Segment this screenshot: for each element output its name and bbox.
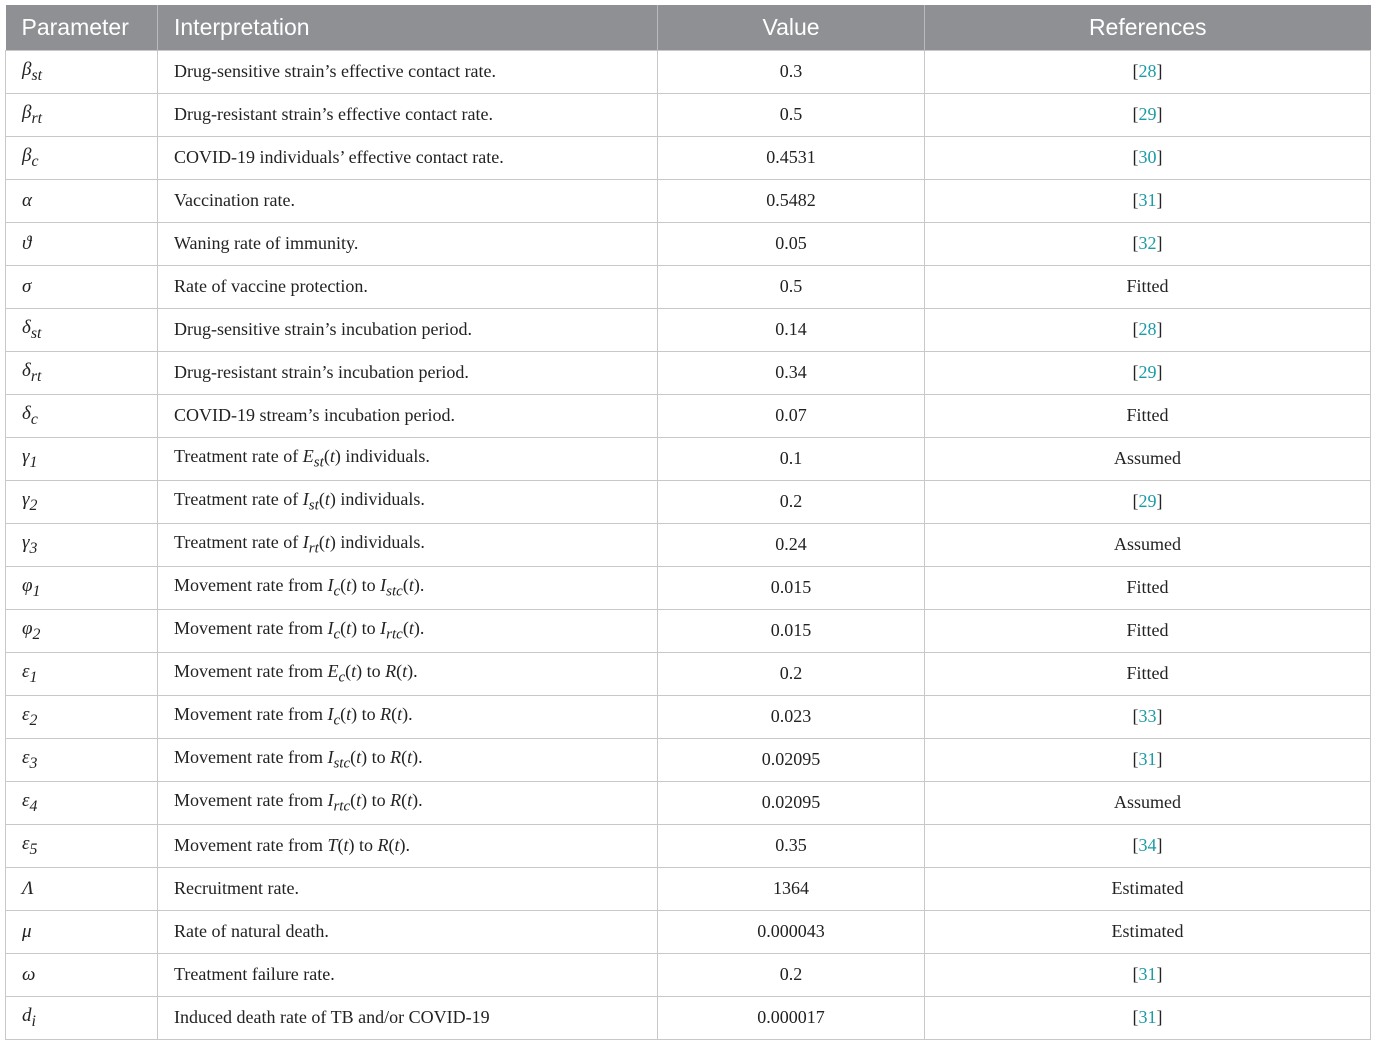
table-row xyxy=(6,308,1371,351)
reference-bracket-open: [ xyxy=(1132,835,1139,855)
parameter-cell xyxy=(6,437,158,480)
value-cell: 0.2 xyxy=(658,480,925,523)
reference-bracket-close: ] xyxy=(1156,964,1163,984)
parameter-cell xyxy=(6,953,158,996)
parameter-symbol: σ xyxy=(22,275,32,297)
parameter-cell xyxy=(6,781,158,824)
table-row xyxy=(6,953,1371,996)
value-cell: 0.3 xyxy=(658,50,925,93)
value-cell: 0.015 xyxy=(658,566,925,609)
value-cell: 0.2 xyxy=(658,652,925,695)
interpretation-cell: Movement rate from $I_c(t)$ to $I_{rtc}(t)$. xyxy=(158,609,658,652)
parameter-subscript: 3 xyxy=(29,539,38,557)
table-row xyxy=(6,222,1371,265)
parameter-cell xyxy=(6,824,158,867)
parameter-symbol: ε xyxy=(22,703,30,725)
reference-link[interactable]: 31 xyxy=(1138,1007,1157,1027)
reference-link[interactable]: 32 xyxy=(1138,233,1157,253)
reference-text: Fitted xyxy=(1126,663,1169,683)
parameter-subscript: c xyxy=(31,152,39,170)
reference-cell xyxy=(925,652,1371,695)
reference-bracket-open: [ xyxy=(1132,749,1139,769)
parameter-symbol: ω xyxy=(22,963,36,985)
reference-cell xyxy=(925,222,1371,265)
parameter-symbol: γ xyxy=(22,488,30,510)
reference-bracket-close: ] xyxy=(1156,835,1163,855)
interpretation-cell: Movement rate from $E_c(t)$ to R(t). xyxy=(158,652,658,695)
reference-cell xyxy=(925,566,1371,609)
parameter-symbol: ε xyxy=(22,660,30,682)
header-row xyxy=(6,5,1371,50)
parameter-symbol: δ xyxy=(22,359,31,381)
parameter-subscript: rt xyxy=(30,367,42,385)
table-row xyxy=(6,523,1371,566)
table-row xyxy=(6,351,1371,394)
reference-bracket-close: ] xyxy=(1156,362,1163,382)
interpretation-cell: Treatment failure rate. xyxy=(158,953,658,996)
reference-cell xyxy=(925,910,1371,953)
parameter-cell xyxy=(6,308,158,351)
interpretation-cell: Movement rate from $I_{rtc}(t)$ to R(t). xyxy=(158,781,658,824)
table-row xyxy=(6,93,1371,136)
parameter-subscript: 1 xyxy=(29,668,38,686)
interpretation-cell: COVID-19 individuals’ effective contact rate. xyxy=(158,136,658,179)
reference-bracket-close: ] xyxy=(1156,147,1163,167)
parameter-subscript: 2 xyxy=(29,711,38,729)
value-cell: 0.24 xyxy=(658,523,925,566)
reference-text: Assumed xyxy=(1114,534,1181,554)
reference-cell xyxy=(925,824,1371,867)
header-value: Value xyxy=(658,5,925,50)
parameter-subscript: 3 xyxy=(29,754,38,772)
reference-bracket-open: [ xyxy=(1132,491,1139,511)
value-cell: 0.5 xyxy=(658,93,925,136)
reference-bracket-close: ] xyxy=(1156,491,1163,511)
value-cell: 0.34 xyxy=(658,351,925,394)
parameter-cell xyxy=(6,480,158,523)
reference-cell xyxy=(925,265,1371,308)
reference-text: Estimated xyxy=(1111,878,1184,898)
reference-cell xyxy=(925,179,1371,222)
interpretation-cell: Drug-sensitive strain’s incubation period. xyxy=(158,308,658,351)
reference-bracket-close: ] xyxy=(1156,233,1163,253)
table-row xyxy=(6,566,1371,609)
reference-link[interactable]: 33 xyxy=(1138,706,1157,726)
reference-cell xyxy=(925,695,1371,738)
parameter-symbol: φ xyxy=(22,574,33,596)
parameter-subscript: 1 xyxy=(29,453,38,471)
value-cell: 0.5 xyxy=(658,265,925,308)
reference-link[interactable]: 31 xyxy=(1138,190,1157,210)
value-cell: 0.015 xyxy=(658,609,925,652)
parameter-symbol: Λ xyxy=(22,877,34,899)
parameter-cell xyxy=(6,652,158,695)
header-interpretation: Interpretation xyxy=(158,5,658,50)
parameter-cell xyxy=(6,93,158,136)
interpretation-cell: Vaccination rate. xyxy=(158,179,658,222)
interpretation-cell: COVID-19 stream’s incubation period. xyxy=(158,394,658,437)
parameter-cell xyxy=(6,566,158,609)
table-body xyxy=(6,50,1371,1039)
parameter-subscript: i xyxy=(31,1012,36,1030)
interpretation-cell: Treatment rate of $I_{st}(t)$ individuals. xyxy=(158,480,658,523)
value-cell: 0.02095 xyxy=(658,781,925,824)
interpretation-cell: Rate of vaccine protection. xyxy=(158,265,658,308)
value-cell: 0.35 xyxy=(658,824,925,867)
value-cell: 0.05 xyxy=(658,222,925,265)
parameter-symbol: ε xyxy=(22,789,30,811)
table-row xyxy=(6,867,1371,910)
reference-cell xyxy=(925,996,1371,1039)
reference-bracket-open: [ xyxy=(1132,190,1139,210)
parameter-subscript: 1 xyxy=(32,582,41,600)
reference-bracket-close: ] xyxy=(1156,706,1163,726)
reference-bracket-open: [ xyxy=(1132,233,1139,253)
reference-bracket-close: ] xyxy=(1156,319,1163,339)
reference-bracket-close: ] xyxy=(1156,104,1163,124)
parameter-cell xyxy=(6,394,158,437)
value-cell: 0.000043 xyxy=(658,910,925,953)
value-cell: 0.07 xyxy=(658,394,925,437)
reference-bracket-open: [ xyxy=(1132,319,1139,339)
header-references: References xyxy=(1088,13,1207,40)
reference-text: Estimated xyxy=(1111,921,1184,941)
table-row xyxy=(6,437,1371,480)
table-row xyxy=(6,609,1371,652)
reference-bracket-open: [ xyxy=(1132,104,1139,124)
interpretation-cell: Treatment rate of $E_{st}(t)$ individuals. xyxy=(158,437,658,480)
parameter-cell xyxy=(6,867,158,910)
table-row xyxy=(6,394,1371,437)
reference-bracket-open: [ xyxy=(1132,706,1139,726)
reference-cell xyxy=(925,867,1371,910)
parameter-cell xyxy=(6,222,158,265)
reference-link[interactable]: 30 xyxy=(1138,147,1157,167)
table-row xyxy=(6,136,1371,179)
value-cell: 0.5482 xyxy=(658,179,925,222)
parameter-symbol: β xyxy=(22,58,32,80)
reference-bracket-close: ] xyxy=(1156,190,1163,210)
reference-link[interactable]: 34 xyxy=(1138,835,1157,855)
parameter-cell xyxy=(6,523,158,566)
value-cell: 0.4531 xyxy=(658,136,925,179)
reference-text: Assumed xyxy=(1114,448,1181,468)
reference-cell xyxy=(925,953,1371,996)
reference-cell xyxy=(925,394,1371,437)
parameter-table-container xyxy=(5,5,1371,1040)
parameter-symbol: d xyxy=(22,1004,32,1026)
reference-link[interactable]: 28 xyxy=(1138,61,1157,81)
parameter-symbol: φ xyxy=(22,617,33,639)
reference-link[interactable]: 31 xyxy=(1138,964,1157,984)
header-parameter: Parameter xyxy=(6,5,158,50)
reference-link[interactable]: 28 xyxy=(1138,319,1157,339)
parameter-cell xyxy=(6,996,158,1039)
reference-cell xyxy=(925,308,1371,351)
interpretation-cell: Drug-resistant strain’s effective contact rate. xyxy=(158,93,658,136)
table-row xyxy=(6,996,1371,1039)
parameter-symbol: δ xyxy=(22,402,31,424)
parameter-subscript: rt xyxy=(31,109,43,127)
reference-bracket-close: ] xyxy=(1156,749,1163,769)
parameter-cell xyxy=(6,738,158,781)
table-row xyxy=(6,781,1371,824)
parameter-symbol: γ xyxy=(22,531,30,553)
reference-bracket-open: [ xyxy=(1132,964,1139,984)
reference-bracket-close: ] xyxy=(1156,1007,1163,1027)
table-row xyxy=(6,824,1371,867)
reference-bracket-open: [ xyxy=(1132,61,1139,81)
reference-text: Fitted xyxy=(1126,276,1169,296)
reference-text: Assumed xyxy=(1114,792,1181,812)
parameter-subscript: 4 xyxy=(29,797,38,815)
reference-bracket-open: [ xyxy=(1132,1007,1139,1027)
table-row xyxy=(6,695,1371,738)
parameter-symbol: μ xyxy=(22,920,32,942)
reference-link[interactable]: 29 xyxy=(1138,362,1157,382)
interpretation-cell: Drug-sensitive strain’s effective contact rate. xyxy=(158,50,658,93)
reference-cell xyxy=(925,523,1371,566)
table-row xyxy=(6,910,1371,953)
interpretation-cell: Induced death rate of TB and/or COVID-19 xyxy=(158,996,658,1039)
parameter-symbol: δ xyxy=(22,316,31,338)
parameter-subscript: c xyxy=(30,410,38,428)
reference-cell xyxy=(925,437,1371,480)
reference-text: Fitted xyxy=(1126,620,1169,640)
parameter-symbol: ε xyxy=(22,832,30,854)
reference-link[interactable]: 29 xyxy=(1138,491,1157,511)
parameter-table xyxy=(5,5,1371,1040)
value-cell: 0.023 xyxy=(658,695,925,738)
parameter-symbol: α xyxy=(22,189,32,211)
reference-cell xyxy=(925,50,1371,93)
reference-bracket-open: [ xyxy=(1132,147,1139,167)
parameter-cell xyxy=(6,179,158,222)
table-row xyxy=(6,179,1371,222)
table-row xyxy=(6,480,1371,523)
parameter-symbol: ε xyxy=(22,746,30,768)
parameter-cell xyxy=(6,50,158,93)
reference-cell xyxy=(925,93,1371,136)
value-cell: 0.14 xyxy=(658,308,925,351)
parameter-cell xyxy=(6,265,158,308)
reference-cell xyxy=(925,136,1371,179)
parameter-subscript: 2 xyxy=(32,625,41,643)
reference-cell xyxy=(925,738,1371,781)
interpretation-cell: Movement rate from T(t) to R(t). xyxy=(158,824,658,867)
table-row xyxy=(6,652,1371,695)
parameter-cell xyxy=(6,351,158,394)
parameter-subscript: 2 xyxy=(29,496,38,514)
interpretation-cell: Movement rate from $I_c(t)$ to $I_{stc}(t)$. xyxy=(158,566,658,609)
reference-bracket-open: [ xyxy=(1132,362,1139,382)
parameter-cell xyxy=(6,695,158,738)
parameter-subscript: 5 xyxy=(29,840,38,858)
interpretation-cell: Drug-resistant strain’s incubation period. xyxy=(158,351,658,394)
reference-bracket-close: ] xyxy=(1156,61,1163,81)
parameter-cell xyxy=(6,136,158,179)
reference-link[interactable]: 31 xyxy=(1138,749,1157,769)
interpretation-cell: Recruitment rate. xyxy=(158,867,658,910)
reference-text: Fitted xyxy=(1126,577,1169,597)
value-cell: 0.2 xyxy=(658,953,925,996)
parameter-symbol: β xyxy=(22,144,32,166)
interpretation-cell: Waning rate of immunity. xyxy=(158,222,658,265)
reference-cell xyxy=(925,351,1371,394)
parameter-subscript: st xyxy=(30,324,42,342)
reference-link[interactable]: 29 xyxy=(1138,104,1157,124)
reference-text: Fitted xyxy=(1126,405,1169,425)
reference-cell xyxy=(925,781,1371,824)
parameter-cell xyxy=(6,910,158,953)
interpretation-cell: Treatment rate of $I_{rt}(t)$ individuals. xyxy=(158,523,658,566)
interpretation-cell: Movement rate from $I_c(t)$ to R(t). xyxy=(158,695,658,738)
interpretation-cell: Rate of natural death. xyxy=(158,910,658,953)
value-cell: 0.1 xyxy=(658,437,925,480)
value-cell: 0.02095 xyxy=(658,738,925,781)
table-row xyxy=(6,265,1371,308)
parameter-cell xyxy=(6,609,158,652)
interpretation-cell: Movement rate from $I_{stc}(t)$ to R(t). xyxy=(158,738,658,781)
reference-cell xyxy=(925,480,1371,523)
value-cell: 1364 xyxy=(658,867,925,910)
reference-cell xyxy=(925,609,1371,652)
table-header xyxy=(6,5,1371,50)
parameter-subscript: st xyxy=(31,66,43,84)
parameter-symbol: ϑ xyxy=(22,232,32,254)
value-cell: 0.000017 xyxy=(658,996,925,1039)
table-row xyxy=(6,50,1371,93)
parameter-symbol: β xyxy=(22,101,32,123)
table-row xyxy=(6,738,1371,781)
parameter-symbol: γ xyxy=(22,445,30,467)
